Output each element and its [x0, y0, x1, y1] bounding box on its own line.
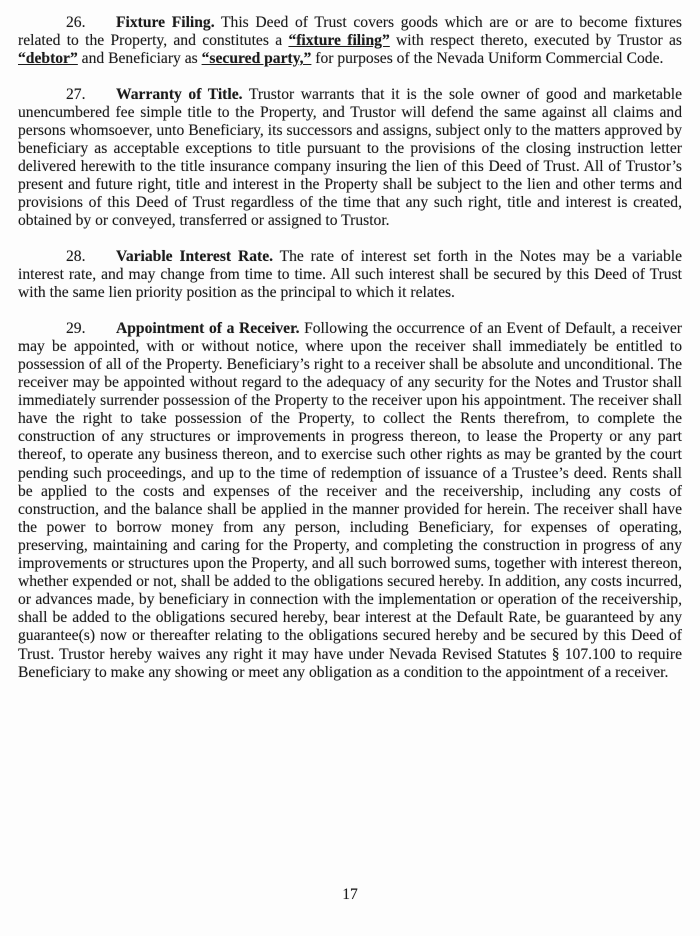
- section-text: and Beneficiary as: [77, 50, 202, 68]
- section-heading: Fixture Filing.: [116, 14, 215, 31]
- section-26: [18, 14, 682, 68]
- section-number: 29.: [66, 319, 86, 337]
- section-heading: Appointment of a Receiver.: [116, 319, 300, 337]
- section-heading: Warranty of Title.: [116, 85, 243, 103]
- document-body: [18, 14, 682, 699]
- section-number: 27.: [66, 85, 86, 103]
- section-27: [18, 86, 682, 231]
- section-text: Trustor warrants that it is the sole owner of good and marketable unencumbered fee simple title to the Property, and Trustor will defend the same against all claims and persons whomsoever, unto Beneficiary, its successors and assigns, subject only to the matters approved by beneficiary as acceptable exceptions to title pursuant to the provisions of the closing instruction letter delivered herewith to the title insurance company insuring the lien of this Deed of Trust. All of Trustor’s present and future right, title and interest in the Property shall be subject to the lien and other terms and provisions of this Deed of Trust regardless of the time that any such right, title and interest is created, obtained by or conveyed, transferred or assigned to Trustor.: [18, 85, 682, 230]
- defined-term: “debtor”: [18, 50, 78, 68]
- section-number: 28.: [66, 248, 86, 266]
- section-28: [18, 248, 682, 302]
- section-number: 26.: [66, 14, 86, 31]
- section-text: Following the occurrence of an Event of Default, a receiver may be appointed, with or without notice, where upon the receiver shall immediately be entitled to possession of all of the Property. Beneficiary’s right to a receiver shall be absolute and unconditional. The receiver may be appointed without regard to the adequacy of any security for the Notes and Trustor shall immediately surrender possession of the Property to the receiver upon his appointment. The receiver shall have the right to take possession of the Property, to collect the Rents therefrom, to complete the construction of any structures or improvements in progress thereon, to lease the Property or any part thereof, to operate any business thereon, and to exercise such other rights as may be granted by the court pending such proceedings, and up to the time of redemption of issuance of a Trustee’s deed. Rents shall be applied to the costs and expenses of the receiver and the receivership, including any costs of construction, and the balance shall be applied in the manner provided for herein. The receiver shall have the power to borrow money from any person, including Beneficiary, for expenses of operating, preserving, maintaining and caring for the Property, and completing the construction in progress of any improvements or structures upon the Property, and all such borrowed sums, together with interest thereon, whether expended or not, shall be added to the obligations secured hereby. In addition, any costs incurred, or advances made, by beneficiary in connection with the implementation or operation of the receivership, shall be added to the obligations secured hereby, bear interest at the Default Rate, be guaranteed by any guarantee(s) now or thereafter relating to the obligations secured hereby and be secured by this Deed of Trust. Trustor hereby waives any right it may have under Nevada Revised Statutes § 107.100 to require Beneficiary to make any showing or meet any obligation as a condition to the appointment of a receiver.: [18, 319, 682, 681]
- section-text: The rate of interest set forth in the Notes may be a variable interest rate, and may change from time to time. All such interest shall be secured by this Deed of Trust with the same lien priority position as the principal to which it relates.: [18, 248, 682, 302]
- section-heading: Variable Interest Rate.: [116, 248, 274, 266]
- section-text: This Deed of Trust covers goods which are or are to become fixtures related to the Property, and constitutes a: [18, 14, 682, 50]
- section-text: with respect thereto, executed by Trustor as: [389, 32, 682, 50]
- section-29: [18, 320, 682, 682]
- defined-term: “fixture filing”: [288, 32, 390, 50]
- section-text: for purposes of the Nevada Uniform Commercial Code.: [311, 50, 664, 68]
- defined-term: “secured party,”: [201, 50, 312, 68]
- page-number: 17: [342, 886, 358, 903]
